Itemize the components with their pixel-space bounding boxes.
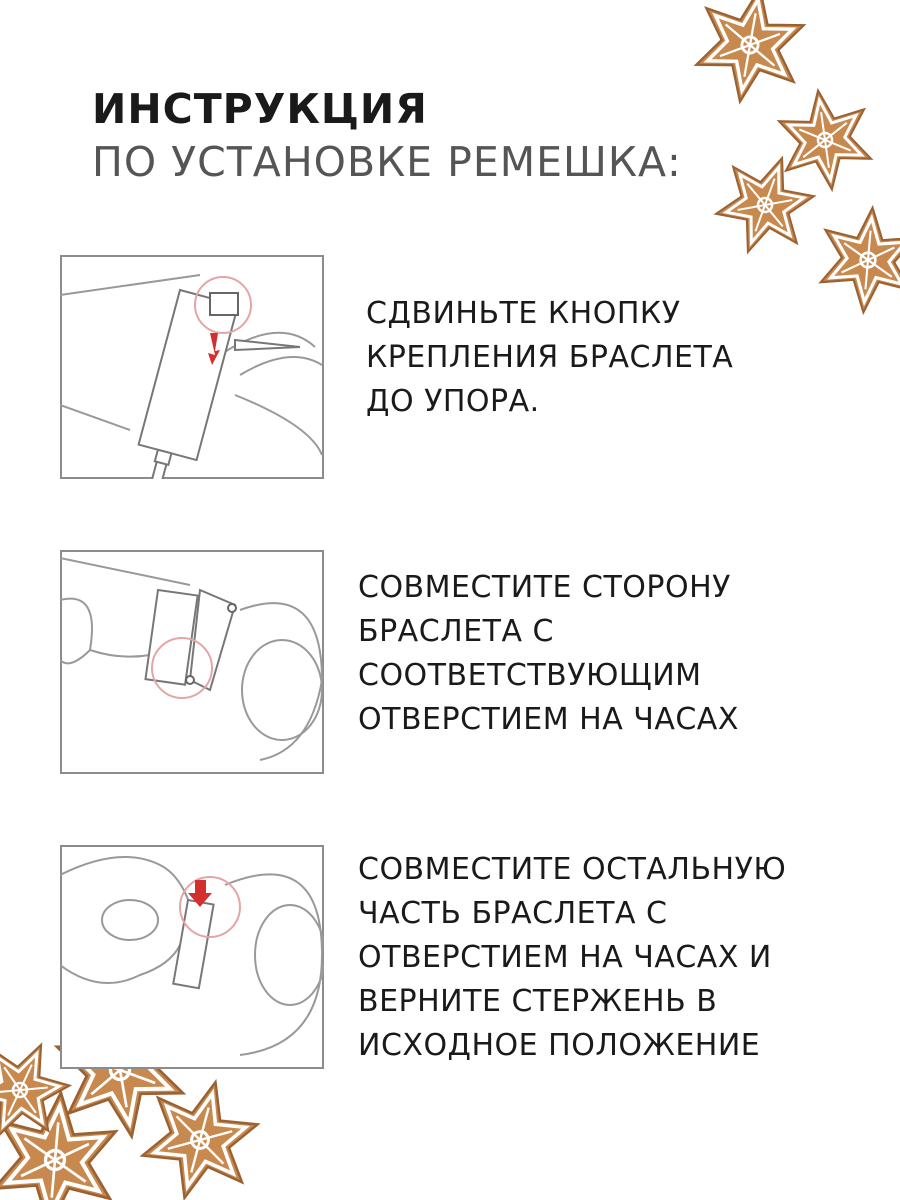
step-2-line: СООТВЕТСТВУЮЩИМ — [358, 658, 702, 693]
step-3-line: ВЕРНИТЕ СТЕРЖЕНЬ В — [358, 984, 718, 1019]
step-3-line: СОВМЕСТИТЕ ОСТАЛЬНУЮ — [358, 852, 787, 887]
step-1-text — [366, 292, 733, 424]
step-1-line: КРЕПЛЕНИЯ БРАСЛЕТА — [366, 340, 734, 375]
step-1-line: СДВИНЬТЕ КНОПКУ — [366, 296, 681, 331]
step-2-text — [358, 566, 739, 742]
gingerbread-cookies-top-right-icon — [680, 0, 900, 340]
page-subtitle: ПО УСТАНОВКЕ РЕМЕШКА: — [92, 138, 682, 186]
step-2-line: БРАСЛЕТА С — [358, 614, 554, 649]
step-3-illustration — [60, 845, 324, 1069]
step-1-illustration — [60, 255, 324, 479]
step-3-line: ЧАСТЬ БРАСЛЕТА С — [358, 896, 668, 931]
step-3-line: ОТВЕРСТИЕМ НА ЧАСАХ И — [358, 940, 772, 975]
step-2-illustration — [60, 550, 324, 774]
step-3-text — [358, 848, 786, 1068]
step-1-line: ДО УПОРА. — [366, 384, 540, 419]
page-title: ИНСТРУКЦИЯ — [92, 85, 428, 133]
step-2-line: СОВМЕСТИТЕ СТОРОНУ — [358, 570, 731, 605]
step-2-line: ОТВЕРСТИЕМ НА ЧАСАХ — [358, 702, 739, 737]
step-3-line: ИСХОДНОЕ ПОЛОЖЕНИЕ — [358, 1028, 761, 1063]
